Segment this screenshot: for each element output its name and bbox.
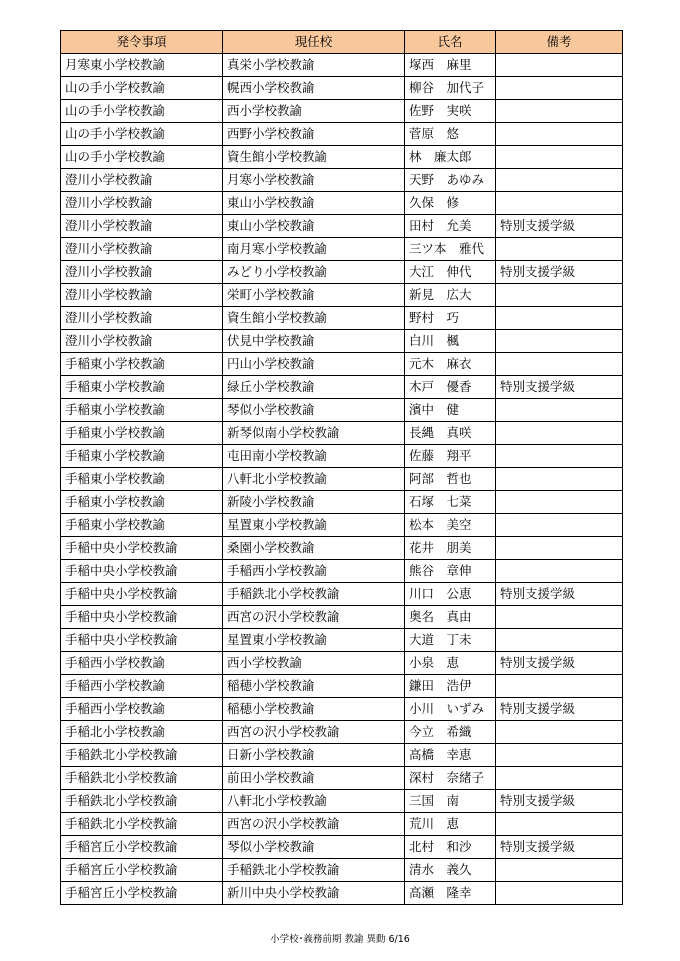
cell-current-school: 新琴似南小学校教諭 xyxy=(223,422,405,445)
cell-remarks: 特別支援学級 xyxy=(496,652,623,675)
cell-assignment: 手稲西小学校教諭 xyxy=(61,652,223,675)
table-row xyxy=(61,698,623,721)
cell-current-school: 西小学校教諭 xyxy=(223,100,405,123)
cell-current-school: 西宮の沢小学校教諭 xyxy=(223,606,405,629)
cell-remarks xyxy=(496,882,623,905)
table-row xyxy=(61,606,623,629)
cell-name: 鎌田 浩伊 xyxy=(405,675,496,698)
cell-current-school: 星置東小学校教諭 xyxy=(223,514,405,537)
table-row xyxy=(61,721,623,744)
cell-name: 石塚 七菜 xyxy=(405,491,496,514)
table-row xyxy=(61,422,623,445)
table-row xyxy=(61,882,623,905)
cell-remarks xyxy=(496,560,623,583)
column-header-assignment: 発令事項 xyxy=(61,31,223,54)
cell-name: 野村 巧 xyxy=(405,307,496,330)
column-header-remarks: 備考 xyxy=(496,31,623,54)
cell-name: 熊谷 章伸 xyxy=(405,560,496,583)
cell-remarks: 特別支援学級 xyxy=(496,376,623,399)
cell-assignment: 山の手小学校教諭 xyxy=(61,123,223,146)
cell-current-school: みどり小学校教諭 xyxy=(223,261,405,284)
cell-remarks: 特別支援学級 xyxy=(496,836,623,859)
table-row xyxy=(61,560,623,583)
cell-current-school: 月寒小学校教諭 xyxy=(223,169,405,192)
cell-name: 白川 楓 xyxy=(405,330,496,353)
cell-assignment: 澄川小学校教諭 xyxy=(61,307,223,330)
table-row xyxy=(61,675,623,698)
table-row xyxy=(61,169,623,192)
cell-current-school: 桑園小学校教諭 xyxy=(223,537,405,560)
cell-assignment: 澄川小学校教諭 xyxy=(61,215,223,238)
cell-remarks xyxy=(496,468,623,491)
cell-assignment: 手稲中央小学校教諭 xyxy=(61,560,223,583)
table-header xyxy=(61,31,623,54)
cell-current-school: 八軒北小学校教諭 xyxy=(223,468,405,491)
cell-assignment: 山の手小学校教諭 xyxy=(61,100,223,123)
cell-current-school: 星置東小学校教諭 xyxy=(223,629,405,652)
cell-assignment: 手稲宮丘小学校教諭 xyxy=(61,836,223,859)
cell-remarks: 特別支援学級 xyxy=(496,261,623,284)
cell-remarks xyxy=(496,813,623,836)
cell-assignment: 澄川小学校教諭 xyxy=(61,169,223,192)
cell-name: 佐野 実咲 xyxy=(405,100,496,123)
table-row xyxy=(61,376,623,399)
cell-current-school: 手稲鉄北小学校教諭 xyxy=(223,859,405,882)
table-row xyxy=(61,859,623,882)
cell-remarks xyxy=(496,146,623,169)
cell-assignment: 手稲中央小学校教諭 xyxy=(61,606,223,629)
cell-remarks: 特別支援学級 xyxy=(496,698,623,721)
cell-remarks xyxy=(496,353,623,376)
table-row xyxy=(61,123,623,146)
cell-name: 塚西 麻里 xyxy=(405,54,496,77)
table-row xyxy=(61,629,623,652)
cell-current-school: 西宮の沢小学校教諭 xyxy=(223,721,405,744)
cell-name: 大道 丁未 xyxy=(405,629,496,652)
cell-assignment: 手稲東小学校教諭 xyxy=(61,491,223,514)
cell-assignment: 山の手小学校教諭 xyxy=(61,146,223,169)
table-row xyxy=(61,836,623,859)
cell-remarks xyxy=(496,169,623,192)
table-row xyxy=(61,813,623,836)
cell-name: 林 廉太郎 xyxy=(405,146,496,169)
cell-assignment: 手稲鉄北小学校教諭 xyxy=(61,813,223,836)
cell-name: 小泉 恵 xyxy=(405,652,496,675)
cell-name: 深村 奈緒子 xyxy=(405,767,496,790)
cell-remarks xyxy=(496,744,623,767)
page-footer: 小学校･義務前期 教諭 異動 6/16 xyxy=(270,934,410,945)
cell-remarks xyxy=(496,606,623,629)
cell-current-school: 稲穂小学校教諭 xyxy=(223,698,405,721)
table-row xyxy=(61,215,623,238)
cell-remarks xyxy=(496,399,623,422)
cell-remarks xyxy=(496,721,623,744)
cell-current-school: 真栄小学校教諭 xyxy=(223,54,405,77)
table-row xyxy=(61,307,623,330)
cell-current-school: 八軒北小学校教諭 xyxy=(223,790,405,813)
table-row xyxy=(61,652,623,675)
cell-assignment: 月寒東小学校教諭 xyxy=(61,54,223,77)
cell-current-school: 琴似小学校教諭 xyxy=(223,836,405,859)
cell-assignment: 手稲東小学校教諭 xyxy=(61,376,223,399)
cell-current-school: 日新小学校教諭 xyxy=(223,744,405,767)
cell-remarks: 特別支援学級 xyxy=(496,790,623,813)
cell-current-school: 手稲鉄北小学校教諭 xyxy=(223,583,405,606)
cell-current-school: 南月寒小学校教諭 xyxy=(223,238,405,261)
cell-current-school: 西宮の沢小学校教諭 xyxy=(223,813,405,836)
cell-current-school: 東山小学校教諭 xyxy=(223,215,405,238)
column-header-name: 氏名 xyxy=(405,31,496,54)
table-row xyxy=(61,744,623,767)
cell-name: 清水 義久 xyxy=(405,859,496,882)
table-row xyxy=(61,353,623,376)
cell-name: 高橋 幸恵 xyxy=(405,744,496,767)
cell-current-school: 新川中央小学校教諭 xyxy=(223,882,405,905)
cell-remarks xyxy=(496,307,623,330)
cell-name: 柳谷 加代子 xyxy=(405,77,496,100)
cell-remarks xyxy=(496,284,623,307)
cell-assignment: 澄川小学校教諭 xyxy=(61,238,223,261)
cell-name: 川口 公恵 xyxy=(405,583,496,606)
cell-remarks xyxy=(496,238,623,261)
cell-name: 新見 広大 xyxy=(405,284,496,307)
cell-assignment: 手稲中央小学校教諭 xyxy=(61,629,223,652)
cell-assignment: 手稲鉄北小学校教諭 xyxy=(61,767,223,790)
table-row xyxy=(61,491,623,514)
cell-remarks xyxy=(496,77,623,100)
column-header-current-school: 現任校 xyxy=(223,31,405,54)
cell-remarks xyxy=(496,445,623,468)
cell-assignment: 手稲西小学校教諭 xyxy=(61,698,223,721)
cell-remarks xyxy=(496,192,623,215)
table-row xyxy=(61,583,623,606)
cell-remarks xyxy=(496,491,623,514)
table-row xyxy=(61,468,623,491)
cell-name: 阿部 哲也 xyxy=(405,468,496,491)
cell-current-school: 前田小学校教諭 xyxy=(223,767,405,790)
cell-current-school: 西小学校教諭 xyxy=(223,652,405,675)
cell-remarks xyxy=(496,330,623,353)
cell-name: 元木 麻衣 xyxy=(405,353,496,376)
cell-assignment: 澄川小学校教諭 xyxy=(61,330,223,353)
cell-assignment: 手稲北小学校教諭 xyxy=(61,721,223,744)
cell-current-school: 資生館小学校教諭 xyxy=(223,146,405,169)
table-row xyxy=(61,537,623,560)
cell-remarks xyxy=(496,537,623,560)
cell-remarks xyxy=(496,675,623,698)
cell-remarks xyxy=(496,767,623,790)
cell-current-school: 琴似小学校教諭 xyxy=(223,399,405,422)
cell-assignment: 手稲西小学校教諭 xyxy=(61,675,223,698)
cell-current-school: 屯田南小学校教諭 xyxy=(223,445,405,468)
cell-current-school: 栄町小学校教諭 xyxy=(223,284,405,307)
cell-assignment: 澄川小学校教諭 xyxy=(61,284,223,307)
cell-assignment: 手稲中央小学校教諭 xyxy=(61,537,223,560)
cell-assignment: 手稲宮丘小学校教諭 xyxy=(61,882,223,905)
cell-remarks: 特別支援学級 xyxy=(496,583,623,606)
table-row xyxy=(61,146,623,169)
table-row xyxy=(61,192,623,215)
cell-current-school: 新陵小学校教諭 xyxy=(223,491,405,514)
cell-name: 天野 あゆみ xyxy=(405,169,496,192)
cell-current-school: 稲穂小学校教諭 xyxy=(223,675,405,698)
header-row xyxy=(61,31,623,54)
cell-remarks: 特別支援学級 xyxy=(496,215,623,238)
cell-remarks xyxy=(496,629,623,652)
cell-remarks xyxy=(496,100,623,123)
cell-name: 北村 和沙 xyxy=(405,836,496,859)
cell-assignment: 手稲宮丘小学校教諭 xyxy=(61,859,223,882)
table-row xyxy=(61,100,623,123)
cell-name: 木戸 優香 xyxy=(405,376,496,399)
cell-name: 三ツ本 雅代 xyxy=(405,238,496,261)
cell-remarks xyxy=(496,123,623,146)
cell-assignment: 手稲東小学校教諭 xyxy=(61,468,223,491)
cell-assignment: 山の手小学校教諭 xyxy=(61,77,223,100)
cell-current-school: 手稲西小学校教諭 xyxy=(223,560,405,583)
table-row xyxy=(61,330,623,353)
cell-name: 高瀬 隆幸 xyxy=(405,882,496,905)
cell-name: 佐藤 翔平 xyxy=(405,445,496,468)
cell-remarks xyxy=(496,514,623,537)
table-row xyxy=(61,514,623,537)
cell-current-school: 東山小学校教諭 xyxy=(223,192,405,215)
cell-assignment: 手稲鉄北小学校教諭 xyxy=(61,744,223,767)
cell-name: 長縄 真咲 xyxy=(405,422,496,445)
table-row xyxy=(61,767,623,790)
cell-name: 菅原 悠 xyxy=(405,123,496,146)
cell-name: 今立 希織 xyxy=(405,721,496,744)
table-row xyxy=(61,399,623,422)
transfer-table xyxy=(60,30,623,905)
table-row xyxy=(61,261,623,284)
cell-name: 小川 いずみ xyxy=(405,698,496,721)
cell-name: 三国 南 xyxy=(405,790,496,813)
table-row xyxy=(61,238,623,261)
table-row xyxy=(61,445,623,468)
cell-name: 大江 伸代 xyxy=(405,261,496,284)
table-row xyxy=(61,790,623,813)
cell-current-school: 資生館小学校教諭 xyxy=(223,307,405,330)
cell-current-school: 円山小学校教諭 xyxy=(223,353,405,376)
cell-assignment: 手稲東小学校教諭 xyxy=(61,353,223,376)
table-row xyxy=(61,77,623,100)
cell-name: 田村 允美 xyxy=(405,215,496,238)
cell-remarks xyxy=(496,422,623,445)
cell-name: 久保 修 xyxy=(405,192,496,215)
cell-current-school: 緑丘小学校教諭 xyxy=(223,376,405,399)
cell-name: 松本 美空 xyxy=(405,514,496,537)
cell-name: 奥名 真由 xyxy=(405,606,496,629)
cell-current-school: 伏見中学校教諭 xyxy=(223,330,405,353)
cell-assignment: 手稲東小学校教諭 xyxy=(61,445,223,468)
cell-name: 濱中 健 xyxy=(405,399,496,422)
cell-name: 荒川 恵 xyxy=(405,813,496,836)
cell-remarks xyxy=(496,54,623,77)
cell-remarks xyxy=(496,859,623,882)
cell-name: 花井 朋美 xyxy=(405,537,496,560)
cell-assignment: 手稲鉄北小学校教諭 xyxy=(61,790,223,813)
cell-assignment: 澄川小学校教諭 xyxy=(61,192,223,215)
table-row xyxy=(61,54,623,77)
cell-assignment: 澄川小学校教諭 xyxy=(61,261,223,284)
cell-assignment: 手稲東小学校教諭 xyxy=(61,514,223,537)
cell-assignment: 手稲東小学校教諭 xyxy=(61,399,223,422)
cell-assignment: 手稲中央小学校教諭 xyxy=(61,583,223,606)
table-row xyxy=(61,284,623,307)
table-body xyxy=(61,54,623,905)
cell-current-school: 幌西小学校教諭 xyxy=(223,77,405,100)
cell-assignment: 手稲東小学校教諭 xyxy=(61,422,223,445)
cell-current-school: 西野小学校教諭 xyxy=(223,123,405,146)
